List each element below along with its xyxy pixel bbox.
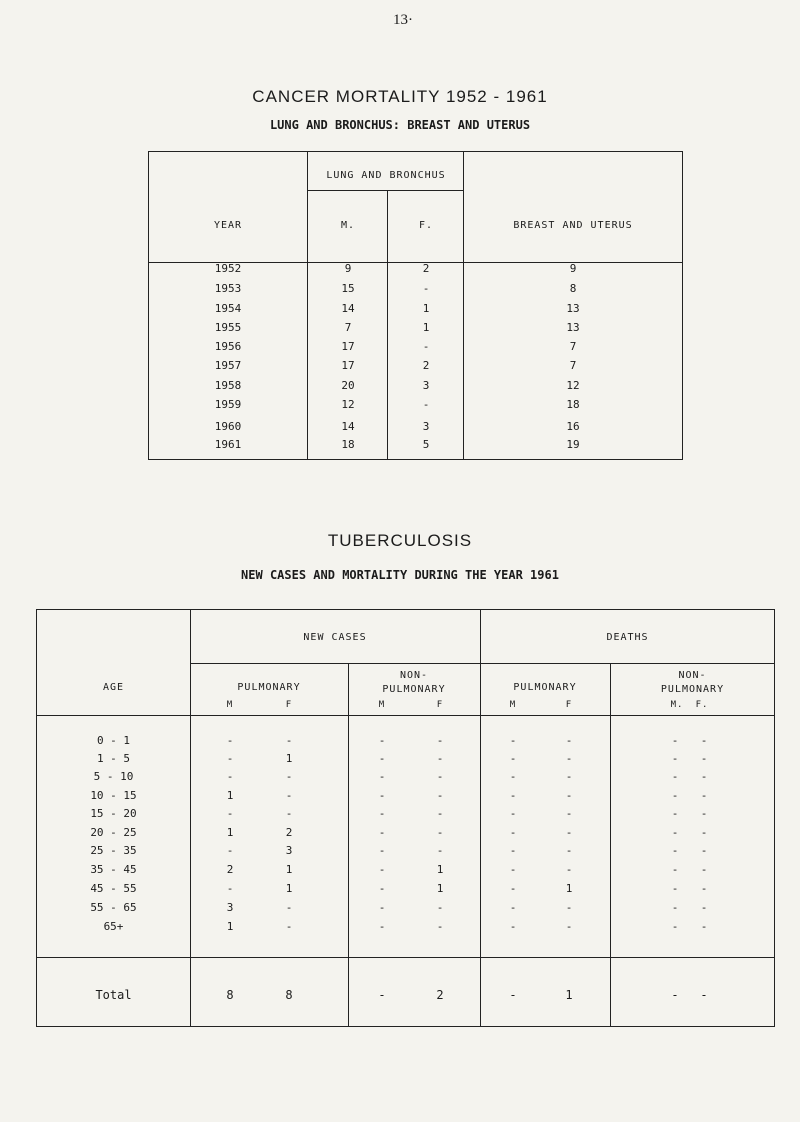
d-pulm-m-cell: - (509, 807, 517, 820)
total-d-nonpulm-f-cell: - (700, 988, 708, 1002)
nc-pulm-f-cell: 2 (285, 826, 293, 839)
d-nonpulm-f-cell: - (700, 920, 708, 933)
nc-nonpulm-f-cell: - (436, 844, 444, 857)
tb-title: TUBERCULOSIS (327, 531, 473, 550)
lung-female-cell: 2 (422, 359, 430, 372)
d-pulm-f-cell: - (565, 863, 573, 876)
lung-female-cell: 3 (422, 379, 430, 392)
nc-pulm-m-cell: - (226, 770, 234, 783)
breast-uterus-cell: 13 (566, 321, 580, 334)
d-nonpulm-m-cell: - (671, 863, 679, 876)
total-nc-pulm-m-cell: 8 (226, 988, 234, 1002)
nc-pulm-f-cell: - (285, 770, 293, 783)
cancer-row (0, 420, 800, 434)
d-nonpulmonary-header: PULMONARY (660, 684, 725, 695)
d-pulm-f-cell: - (565, 826, 573, 839)
total-nc-nonpulm-f-cell: 2 (436, 988, 444, 1002)
nc-nonpulm-m-cell: - (378, 770, 386, 783)
nc-pulm-m-cell: - (226, 807, 234, 820)
year-cell: 1953 (214, 282, 242, 295)
d-nonpulm-m-cell: - (671, 752, 679, 765)
nc-pulm-f-cell: - (285, 920, 293, 933)
lung-female-cell: - (422, 282, 430, 295)
lung-male-cell: 20 (341, 379, 355, 392)
nc-nonpulm-f: F (436, 700, 444, 710)
age-cell: 35 - 45 (90, 863, 137, 876)
nc-pulm-f: F (285, 700, 293, 710)
d-pulm-f: F (565, 700, 573, 710)
nc-nonpulm-m-cell: - (378, 901, 386, 914)
year-cell: 1959 (214, 398, 242, 411)
d-pulm-f-cell: - (565, 770, 573, 783)
d-nonpulm-m-cell: - (671, 901, 679, 914)
nc-pulm-m: M (226, 700, 234, 710)
nc-pulmonary-header: PULMONARY (237, 682, 301, 693)
nc-pulm-f-cell: - (285, 807, 293, 820)
nc-nonpulm-m-cell: - (378, 752, 386, 765)
age-cell: 5 - 10 (93, 770, 134, 783)
nc-pulm-f-cell: 1 (285, 752, 293, 765)
age-cell: 1 - 5 (96, 752, 131, 765)
lung-male-cell: 18 (341, 438, 355, 451)
year-cell: 1960 (214, 420, 242, 433)
lung-female-cell: 2 (422, 262, 430, 275)
nc-nonpulm-f-cell: 1 (436, 882, 444, 895)
d-nonpulm-f-cell: - (700, 901, 708, 914)
year-cell: 1958 (214, 379, 242, 392)
nc-pulm-f-cell: - (285, 734, 293, 747)
d-pulm-m-cell: - (509, 770, 517, 783)
breast-uterus-cell: 12 (566, 379, 580, 392)
nc-nonpulm-m: M (378, 700, 386, 710)
nc-nonpulm-m-cell: - (378, 882, 386, 895)
year-header: YEAR (213, 220, 243, 231)
nc-pulm-m-cell: - (226, 734, 234, 747)
lung-male-cell: 14 (341, 420, 355, 433)
d-nonpulm-m-cell: - (671, 920, 679, 933)
total-d-pulm-m-cell: - (509, 988, 517, 1002)
lung-male-cell: 9 (344, 262, 352, 275)
d-nonpulm-m-cell: - (671, 844, 679, 857)
d-pulm-m-cell: - (509, 863, 517, 876)
year-cell: 1956 (214, 340, 242, 353)
nc-nonpulm-m-cell: - (378, 734, 386, 747)
nc-pulm-f-cell: - (285, 901, 293, 914)
d-pulm-m-cell: - (509, 844, 517, 857)
age-header: AGE (102, 682, 125, 693)
d-nonpulm-m-cell: - (671, 770, 679, 783)
cancer-row (0, 282, 800, 296)
nc-nonpulm-f-cell: - (436, 770, 444, 783)
d-nonpulm-m-cell: - (671, 826, 679, 839)
nc-nonpulmonary-header: PULMONARY (382, 684, 446, 695)
new-cases-header: NEW CASES (303, 632, 367, 643)
d-pulm-m: M (509, 700, 517, 710)
breast-uterus-cell: 19 (566, 438, 580, 451)
nc-pulm-m-cell: 2 (226, 863, 234, 876)
nc-nonpulm-f-cell: - (436, 807, 444, 820)
cancer-row (0, 359, 800, 373)
total-nc-pulm-f-cell: 8 (285, 988, 293, 1002)
nc-pulm-m-cell: 1 (226, 920, 234, 933)
breast-uterus-cell: 18 (566, 398, 580, 411)
nc-pulm-f-cell: 3 (285, 844, 293, 857)
breast-uterus-cell: 16 (566, 420, 580, 433)
age-cell: 55 - 65 (90, 901, 137, 914)
d-pulm-f-cell: - (565, 920, 573, 933)
d-nonpulm-f-cell: - (700, 844, 708, 857)
nc-pulm-m-cell: 3 (226, 901, 234, 914)
cancer-subtitle: LUNG AND BRONCHUS: BREAST AND UTERUS (269, 118, 531, 132)
nc-nonpulm-m-cell: - (378, 844, 386, 857)
nc-pulm-f-cell: 1 (285, 863, 293, 876)
cancer-row (0, 302, 800, 316)
lung-bronchus-header: LUNG AND BRONCHUS (326, 170, 446, 181)
lung-female-cell: 3 (422, 420, 430, 433)
d-nonpulm-m: M. (670, 700, 684, 710)
nc-pulm-f-cell: - (285, 789, 293, 802)
d-nonpulm-f-cell: - (700, 752, 708, 765)
cancer-row (0, 262, 800, 276)
nc-nonpulm-f-cell: - (436, 826, 444, 839)
d-nonpulm-f-cell: - (700, 863, 708, 876)
cancer-row (0, 438, 800, 452)
d-pulm-f-cell: - (565, 807, 573, 820)
total-label: Total (95, 988, 132, 1002)
nc-nonpulm-f-cell: - (436, 920, 444, 933)
lung-male-cell: 12 (341, 398, 355, 411)
d-pulm-m-cell: - (509, 789, 517, 802)
d-pulm-m-cell: - (509, 826, 517, 839)
d-pulm-f-cell: - (565, 734, 573, 747)
total-nc-nonpulm-m-cell: - (378, 988, 386, 1002)
nc-pulm-m-cell: - (226, 752, 234, 765)
male-header: M. (340, 220, 356, 231)
d-pulm-f-cell: 1 (565, 882, 573, 895)
breast-uterus-cell: 9 (569, 262, 577, 275)
nc-pulm-m-cell: 1 (226, 789, 234, 802)
breast-uterus-cell: 7 (569, 359, 577, 372)
cancer-row (0, 398, 800, 412)
nc-nonpulm-m-cell: - (378, 789, 386, 802)
d-pulm-m-cell: - (509, 901, 517, 914)
nc-pulm-m-cell: 1 (226, 826, 234, 839)
d-nonpulm-f: F. (695, 700, 709, 710)
nc-nonpulm-m-cell: - (378, 807, 386, 820)
d-nonpulm-f-cell: - (700, 734, 708, 747)
d-nonpulm-f-cell: - (700, 882, 708, 895)
nc-nonpulm-f-cell: - (436, 901, 444, 914)
total-d-pulm-f-cell: 1 (565, 988, 573, 1002)
nc-non-header: NON- (399, 670, 429, 681)
lung-male-cell: 15 (341, 282, 355, 295)
year-cell: 1955 (214, 321, 242, 334)
year-cell: 1952 (214, 262, 242, 275)
lung-female-cell: 1 (422, 302, 430, 315)
nc-pulm-m-cell: - (226, 882, 234, 895)
d-nonpulm-f-cell: - (700, 789, 708, 802)
lung-male-cell: 17 (341, 340, 355, 353)
cancer-row (0, 379, 800, 393)
age-cell: 65+ (103, 920, 124, 933)
d-pulmonary-header: PULMONARY (513, 682, 577, 693)
age-cell: 15 - 20 (90, 807, 137, 820)
cancer-title: CANCER MORTALITY 1952 - 1961 (252, 87, 548, 106)
lung-female-cell: - (422, 340, 430, 353)
lung-female-cell: 1 (422, 321, 430, 334)
breast-uterus-cell: 7 (569, 340, 577, 353)
d-pulm-m-cell: - (509, 752, 517, 765)
age-cell: 25 - 35 (90, 844, 137, 857)
nc-nonpulm-f-cell: - (436, 734, 444, 747)
age-cell: 0 - 1 (96, 734, 131, 747)
total-d-nonpulm-m-cell: - (671, 988, 679, 1002)
deaths-header: DEATHS (606, 632, 649, 643)
breast-uterus-cell: 8 (569, 282, 577, 295)
d-non-header: NON- (678, 670, 707, 681)
nc-nonpulm-m-cell: - (378, 863, 386, 876)
year-cell: 1961 (214, 438, 242, 451)
d-nonpulm-m-cell: - (671, 734, 679, 747)
d-nonpulm-f-cell: - (700, 826, 708, 839)
d-nonpulm-m-cell: - (671, 789, 679, 802)
breast-uterus-cell: 13 (566, 302, 580, 315)
d-nonpulm-m-cell: - (671, 882, 679, 895)
nc-nonpulm-m-cell: - (378, 920, 386, 933)
lung-male-cell: 7 (344, 321, 352, 334)
year-cell: 1954 (214, 302, 242, 315)
lung-male-cell: 17 (341, 359, 355, 372)
d-pulm-m-cell: - (509, 920, 517, 933)
age-cell: 20 - 25 (90, 826, 137, 839)
nc-nonpulm-f-cell: - (436, 752, 444, 765)
nc-pulm-f-cell: 1 (285, 882, 293, 895)
tb-subtitle: NEW CASES AND MORTALITY DURING THE YEAR 1961 (241, 568, 559, 582)
age-cell: 45 - 55 (90, 882, 137, 895)
female-header: F. (418, 220, 434, 231)
year-cell: 1957 (214, 359, 242, 372)
d-pulm-m-cell: - (509, 882, 517, 895)
cancer-row (0, 321, 800, 335)
d-pulm-m-cell: - (509, 734, 517, 747)
nc-nonpulm-f-cell: - (436, 789, 444, 802)
d-pulm-f-cell: - (565, 752, 573, 765)
d-pulm-f-cell: - (565, 789, 573, 802)
d-pulm-f-cell: - (565, 844, 573, 857)
d-nonpulm-f-cell: - (700, 770, 708, 783)
d-nonpulm-m-cell: - (671, 807, 679, 820)
page-number: 13· (393, 12, 413, 28)
breast-uterus-header: BREAST AND UTERUS (513, 220, 633, 231)
lung-female-cell: - (422, 398, 430, 411)
cancer-row (0, 340, 800, 354)
nc-nonpulm-f-cell: 1 (436, 863, 444, 876)
d-nonpulm-f-cell: - (700, 807, 708, 820)
d-pulm-f-cell: - (565, 901, 573, 914)
lung-male-cell: 14 (341, 302, 355, 315)
lung-female-cell: 5 (422, 438, 430, 451)
nc-pulm-m-cell: - (226, 844, 234, 857)
nc-nonpulm-m-cell: - (378, 826, 386, 839)
age-cell: 10 - 15 (90, 789, 137, 802)
